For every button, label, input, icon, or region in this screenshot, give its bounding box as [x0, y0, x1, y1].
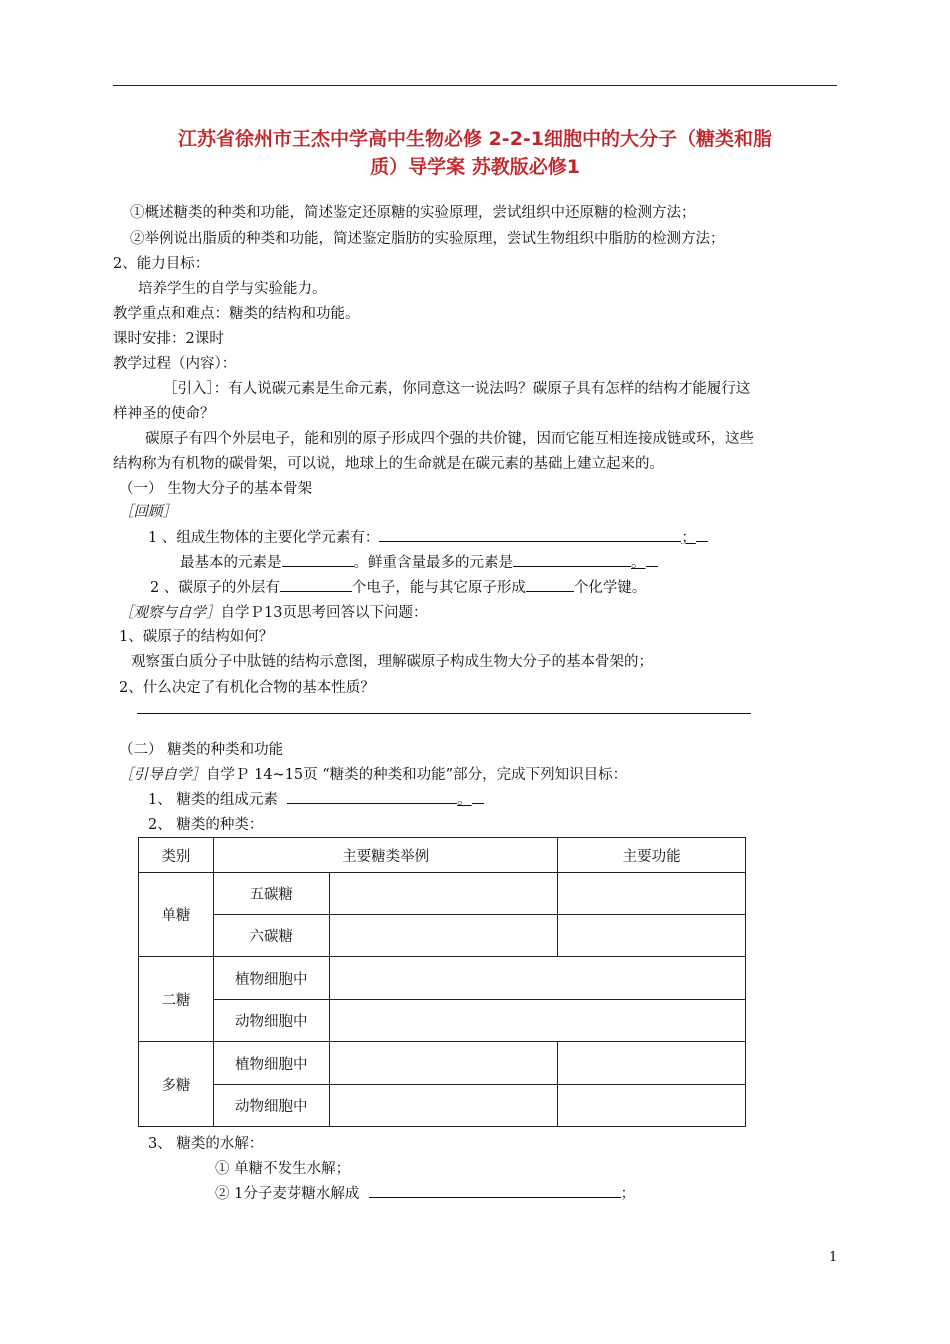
review-q2-mid: 个电子，能与其它原子形成	[351, 580, 526, 596]
answer-cell[interactable]	[558, 1042, 746, 1085]
section2-heading: （二） 糖类的种类和功能	[119, 742, 284, 758]
review-q2	[150, 576, 646, 597]
row-label: 植物细胞中	[213, 1042, 329, 1085]
observe-line	[119, 601, 427, 622]
answer-blank-tail	[472, 788, 484, 804]
guide-line	[119, 763, 627, 784]
category-polysaccharide: 多糖	[139, 1042, 214, 1127]
hydrolysis-item2	[215, 1182, 635, 1203]
review-tag: ［回顾］	[119, 504, 177, 520]
header-function: 主要功能	[558, 838, 746, 873]
row-label: 动物细胞中	[213, 1085, 329, 1127]
hydrolysis-item2-text: ② 1分子麦芽糖水解成	[215, 1186, 360, 1202]
review-q1b-end: 。	[631, 555, 646, 571]
answer-cell[interactable]	[329, 1042, 558, 1085]
observe-tag: ［观察与自学］	[119, 605, 221, 621]
hydrolysis-item1: ① 单糖不发生水解；	[215, 1161, 351, 1177]
answer-blank-electrons[interactable]	[280, 576, 352, 592]
answer-blank-tail	[696, 526, 708, 542]
review-q1b-mid2: 含量最多的元素是	[397, 555, 513, 571]
review-q1a-end: ；	[681, 530, 696, 546]
answer-blank-bonds[interactable]	[526, 576, 574, 592]
ability-heading: 2、能力目标：	[113, 256, 210, 272]
review-q2-end: 个化学键。	[573, 580, 647, 596]
top-rule	[113, 85, 837, 86]
table-row	[139, 1042, 746, 1085]
observe-q2: 2、什么决定了有机化合物的基本性质？	[119, 680, 375, 696]
answer-blank-sugar-elements[interactable]	[287, 788, 457, 804]
process-heading: 教学过程（内容）：	[113, 356, 237, 372]
hydrolysis-heading: 3、 糖类的水解：	[148, 1136, 264, 1152]
hydrolysis-item2-end: ；	[620, 1186, 636, 1202]
row-label: 六碳糖	[213, 915, 329, 957]
table-header-row	[139, 838, 746, 873]
header-examples: 主要糖类举例	[213, 838, 557, 873]
section1-heading: （一） 生物大分子的基本骨架	[119, 481, 313, 497]
answer-blank-tail	[646, 551, 658, 567]
document-title-line1: 江苏省徐州市王杰中学高中生物必修 2-2-1细胞中的大分子（糖类和脂	[177, 128, 773, 150]
row-label: 动物细胞中	[213, 1000, 329, 1042]
answer-cell[interactable]	[558, 873, 746, 915]
answer-cell[interactable]	[329, 957, 745, 1000]
document-title-line2: 质）导学案 苏教版必修1	[370, 156, 580, 178]
sugar-q2: 2、 糖类的种类：	[148, 817, 264, 833]
header-category: 类别	[139, 838, 214, 873]
sugar-types-table	[138, 837, 746, 1127]
review-q2-pre: 2 、碳原子的外层有	[150, 580, 280, 596]
category-disaccharide: 二糖	[139, 957, 214, 1042]
goal-item-1: ①概述糖类的种类和功能，简述鉴定还原糖的实验原理，尝试组织中还原糖的检测方法；	[130, 205, 696, 221]
observe-text: 自学Ｐ13页思考回答以下问题：	[220, 605, 428, 621]
goal-item-2: ②举例说出脂质的种类和功能，简述鉴定脂肪的实验原理，尝试生物组织中脂肪的检测方法；	[130, 231, 725, 247]
table-row	[139, 1085, 746, 1127]
table-row	[139, 873, 746, 915]
review-q1b-pre: 最基本的元素是	[180, 555, 282, 571]
row-label: 五碳糖	[213, 873, 329, 915]
sugar-q1	[148, 788, 484, 809]
table-row	[139, 1000, 746, 1042]
review-q1b	[180, 551, 658, 572]
observe-q1: 1、碳原子的结构如何？	[119, 629, 274, 645]
observe-q1-text: 观察蛋白质分子中肽链的结构示意图，理解碳原子构成生物大分子的基本骨架的；	[131, 654, 653, 670]
intro-line2: 样神圣的使命？	[113, 406, 215, 422]
schedule: 课时安排：2课时	[113, 331, 224, 347]
answer-cell[interactable]	[558, 915, 746, 957]
review-q1a-text: 1 、组成生物体的主要化学元素有：	[148, 530, 380, 546]
answer-blank-maltose[interactable]	[369, 1182, 621, 1198]
answer-blank-main-elements[interactable]	[379, 526, 681, 542]
table-row	[139, 915, 746, 957]
answer-line-q2[interactable]	[137, 713, 751, 714]
sugar-q1-text: 1、 糖类的组成元素	[148, 792, 278, 808]
answer-cell[interactable]	[329, 1000, 745, 1042]
ability-text: 培养学生的自学与实验能力。	[138, 281, 327, 297]
answer-cell[interactable]	[329, 873, 558, 915]
category-monosaccharide: 单糖	[139, 873, 214, 957]
page-number: 1	[829, 1250, 838, 1265]
answer-cell[interactable]	[558, 1085, 746, 1127]
guide-text: 自学Ｐ 14~15页 “糖类的种类和功能”部分，完成下列知识目标：	[206, 767, 628, 783]
guide-tag: ［引导自学］	[119, 767, 206, 783]
key-points: 教学重点和难点：糖类的结构和功能。	[113, 306, 360, 322]
answer-cell[interactable]	[329, 1085, 558, 1127]
answer-cell[interactable]	[329, 915, 558, 957]
sugar-q1-end: 。	[457, 792, 472, 808]
carbon-paragraph-line1: 碳原子有四个外层电子，能和别的原子形成四个强的共价键，因而它能互相连接成链或环，这些	[145, 431, 754, 447]
carbon-paragraph-line2: 结构称为有机物的碳骨架，可以说，地球上的生命就是在碳元素的基础上建立起来的。	[113, 456, 664, 472]
answer-blank-basic-element[interactable]	[282, 551, 354, 567]
intro-line1: ［引入］：有人说碳元素是生命元素，你同意这一说法吗？碳原子具有怎样的结构才能履行这	[163, 381, 751, 397]
review-q1b-mid1: 。鲜重	[353, 555, 397, 571]
review-q1a	[148, 526, 708, 547]
answer-blank-most-abundant[interactable]	[513, 551, 631, 567]
table-row	[139, 957, 746, 1000]
row-label: 植物细胞中	[213, 957, 329, 1000]
